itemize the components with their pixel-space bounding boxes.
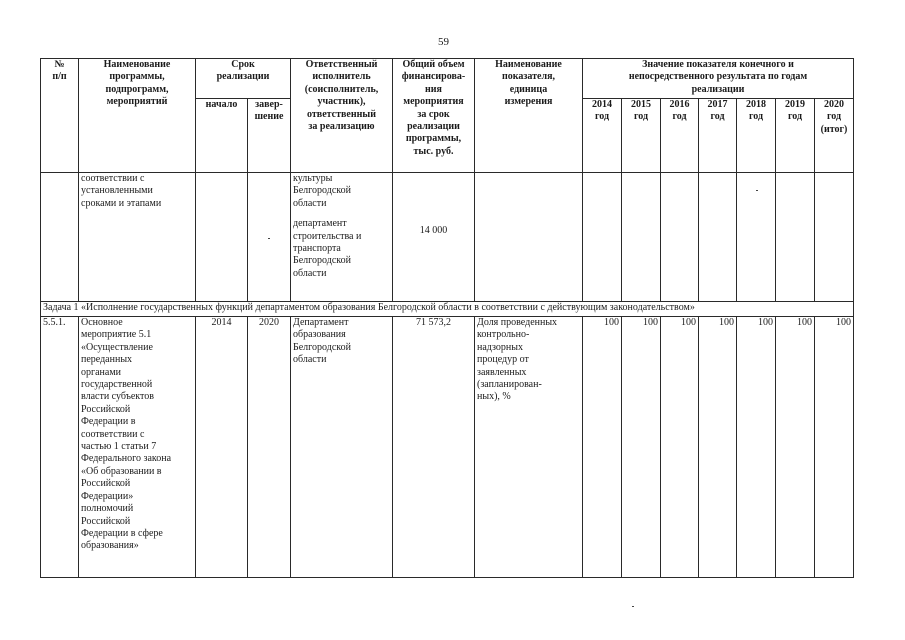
- header-num: № п/п: [41, 59, 79, 173]
- cont-val-2014: [583, 173, 622, 302]
- cont-name: соответствии с установленными сроками и этапами: [79, 173, 196, 302]
- cont-val-2020: [815, 173, 854, 302]
- activity-start: 2014: [196, 317, 248, 578]
- header-year-2015: 2015 год: [622, 99, 661, 173]
- activity-val-2017: 100: [699, 317, 737, 578]
- cont-val-2015: [622, 173, 661, 302]
- scan-speck: [756, 190, 758, 191]
- cont-indicator: [475, 173, 583, 302]
- cont-val-2018: [737, 173, 776, 302]
- activity-row: [41, 317, 854, 578]
- cont-val-2019: [776, 173, 815, 302]
- cont-executor-2: департамент строительства и транспорта Белгородской области: [293, 218, 362, 279]
- activity-val-2016: 100: [661, 317, 699, 578]
- activity-indicator: Доля проведенных контрольно- надзорных процедур от заявленных (запланирован- ных), %: [475, 317, 583, 578]
- cont-funding: [393, 173, 475, 302]
- cont-funding-2: 14 000: [419, 225, 448, 236]
- activity-val-2014: 100: [583, 317, 622, 578]
- header-indicator: Наименование показателя, единица измерения: [475, 59, 583, 173]
- header-values-group: Значение показателя конечного и непосредственного результата по годам реализации: [583, 59, 854, 99]
- cont-val-2017: [699, 173, 737, 302]
- page-number: 59: [438, 36, 449, 48]
- header-executor: Ответственный исполнитель (соисполнитель, участник), ответственный за реализацию: [291, 59, 393, 173]
- activity-num: 5.5.1.: [41, 317, 79, 578]
- activity-funding: 71 573,2: [393, 317, 475, 578]
- cont-executor-1: культуры Белгородской области: [293, 173, 351, 209]
- activity-val-2019: 100: [776, 317, 815, 578]
- activity-executor: Департамент образования Белгородской области: [291, 317, 393, 578]
- header-year-2014: 2014 год: [583, 99, 622, 173]
- header-term: Срок реализации: [196, 59, 291, 99]
- header-funding: Общий объем финансирова- ния мероприятия за срок реализации программы, тыс. руб.: [393, 59, 475, 173]
- header-term-start: начало: [196, 99, 248, 173]
- continuation-row: [41, 173, 854, 302]
- scan-speck: [632, 606, 634, 607]
- activity-val-2015: 100: [622, 317, 661, 578]
- task-text: Задача 1 «Исполнение государственных функций департаментом образования Белгородской области в соответствии с действующим законодательством»: [41, 302, 854, 317]
- cont-start: [196, 173, 248, 302]
- cont-val-2016: [661, 173, 699, 302]
- header-year-2020: 2020 год (итог): [815, 99, 854, 173]
- header-year-2017: 2017 год: [699, 99, 737, 173]
- activity-val-2018: 100: [737, 317, 776, 578]
- activity-val-2020: 100: [815, 317, 854, 578]
- scan-speck: [268, 238, 270, 239]
- cont-executor: [291, 173, 393, 302]
- cont-end: [248, 173, 291, 302]
- activity-name: Основное мероприятие 5.1 «Осуществление переданных органами государственной власти субъектов Российской Федерации в соответствии с частью 1 статьи 7 Федерального закона «Об образовании в Российской Федерации» полномочий Российской Федерации в сфере образования»: [79, 317, 196, 578]
- activity-end: 2020: [248, 317, 291, 578]
- header-row-top: [41, 59, 854, 99]
- task-row: [41, 302, 854, 317]
- header-term-end: завер- шение: [248, 99, 291, 173]
- header-year-2018: 2018 год: [737, 99, 776, 173]
- header-name: Наименование программы, подпрограмм, мероприятий: [79, 59, 196, 173]
- program-table: [40, 58, 854, 578]
- header-year-2016: 2016 год: [661, 99, 699, 173]
- cont-num: [41, 173, 79, 302]
- header-year-2019: 2019 год: [776, 99, 815, 173]
